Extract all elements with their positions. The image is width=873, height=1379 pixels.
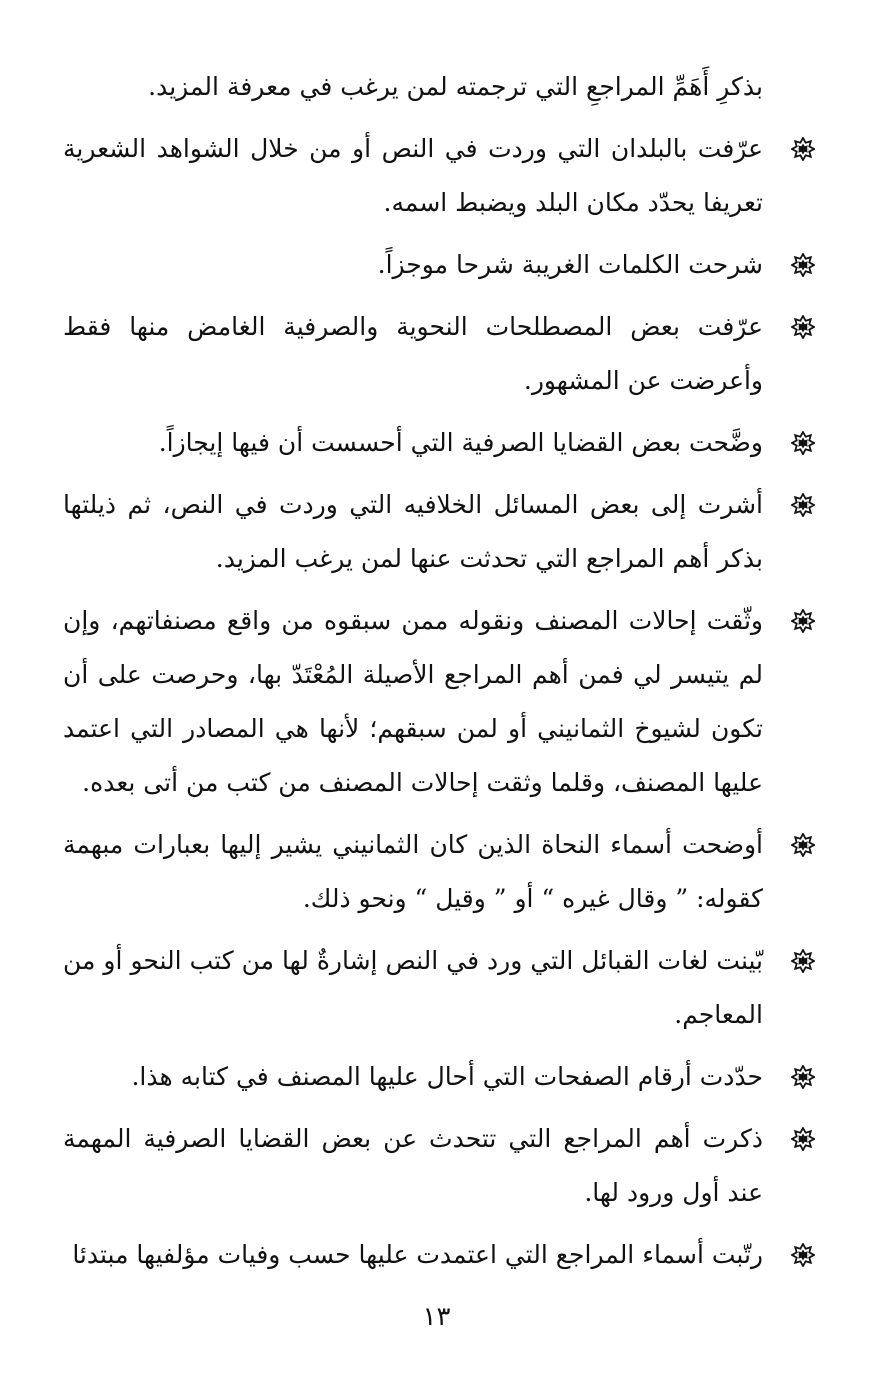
star-bullet-icon	[791, 1243, 815, 1267]
list-item	[63, 1050, 815, 1104]
methodology-list	[63, 122, 815, 1282]
star-bullet-icon	[791, 431, 815, 455]
star-bullet-icon	[791, 137, 815, 161]
list-item	[63, 300, 815, 408]
list-item	[63, 478, 815, 586]
list-item-text: وثّقت إحالات المصنف ونقوله ممن سبقوه من واقع مصنفاتهم، وإن لم يتيسر لي فمن أهم المراجع الأصيلة المُعْتَدّ بها، وحرصت على أن تكون لشيوخ الثمانيني أو لمن سبقهم؛ لأنها هي المصادر التي اعتمد عليها المصنف، وقلما وثقت إحالات المصنف من كتب من أتى بعده.	[63, 606, 763, 797]
star-bullet-icon	[791, 949, 815, 973]
page-body	[63, 60, 815, 1290]
page-number: ١٣	[422, 1302, 451, 1332]
list-item	[63, 1112, 815, 1220]
intro-line: بذكرِ أَهَمِّ المراجعِ التي ترجمته لمن يرغب في معرفة المزيد.	[148, 72, 763, 101]
list-item-text: أشرت إلى بعض المسائل الخلافيه التي وردت في النص، ثم ذيلتها بذكر أهم المراجع التي تحدثت عنها لمن يرغب المزيد.	[63, 490, 763, 573]
list-item-text: بّينت لغات القبائل التي ورد في النص إشارةٌ لها من كتب النحو أو من المعاجم.	[63, 946, 763, 1029]
list-item-text: شرحت الكلمات الغريبة شرحا موجزاً.	[377, 250, 763, 279]
list-item	[63, 1228, 815, 1282]
list-item	[63, 238, 815, 292]
list-item	[63, 934, 815, 1042]
list-item	[63, 594, 815, 810]
list-item	[63, 818, 815, 926]
list-item-text: وضَّحت بعض القضايا الصرفية التي أحسست أن فيها إيجازاً.	[158, 428, 763, 457]
star-bullet-icon	[791, 609, 815, 633]
star-bullet-icon	[791, 1127, 815, 1151]
list-item-text: حدّدت أرقام الصفحات التي أحال عليها المصنف في كتابه هذا.	[131, 1062, 763, 1091]
list-item-text: رتّبت أسماء المراجع التي اعتمدت عليها حسب وفيات مؤلفيها مبتدئا	[72, 1240, 763, 1269]
list-item-text: عرّفت بعض المصطلحات النحوية والصرفية الغامض منها فقط وأعرضت عن المشهور.	[63, 312, 763, 395]
star-bullet-icon	[791, 1065, 815, 1089]
star-bullet-icon	[791, 833, 815, 857]
star-bullet-icon	[791, 253, 815, 277]
star-bullet-icon	[791, 493, 815, 517]
star-bullet-icon	[791, 315, 815, 339]
list-item-text: أوضحت أسماء النحاة الذين كان الثمانيني يشير إليها بعبارات مبهمة كقوله: ” وقال غيره “ أو ” وقيل “ ونحو ذلك.	[63, 830, 763, 913]
list-item	[63, 416, 815, 470]
list-item-text: ذكرت أهم المراجع التي تتحدث عن بعض القضايا الصرفية المهمة عند أول ورود لها.	[63, 1124, 763, 1207]
list-item	[63, 122, 815, 230]
list-item-text: عرّفت بالبلدان التي وردت في النص أو من خلال الشواهد الشعرية تعريفا يحدّد مكان البلد ويضبط اسمه.	[63, 134, 763, 217]
